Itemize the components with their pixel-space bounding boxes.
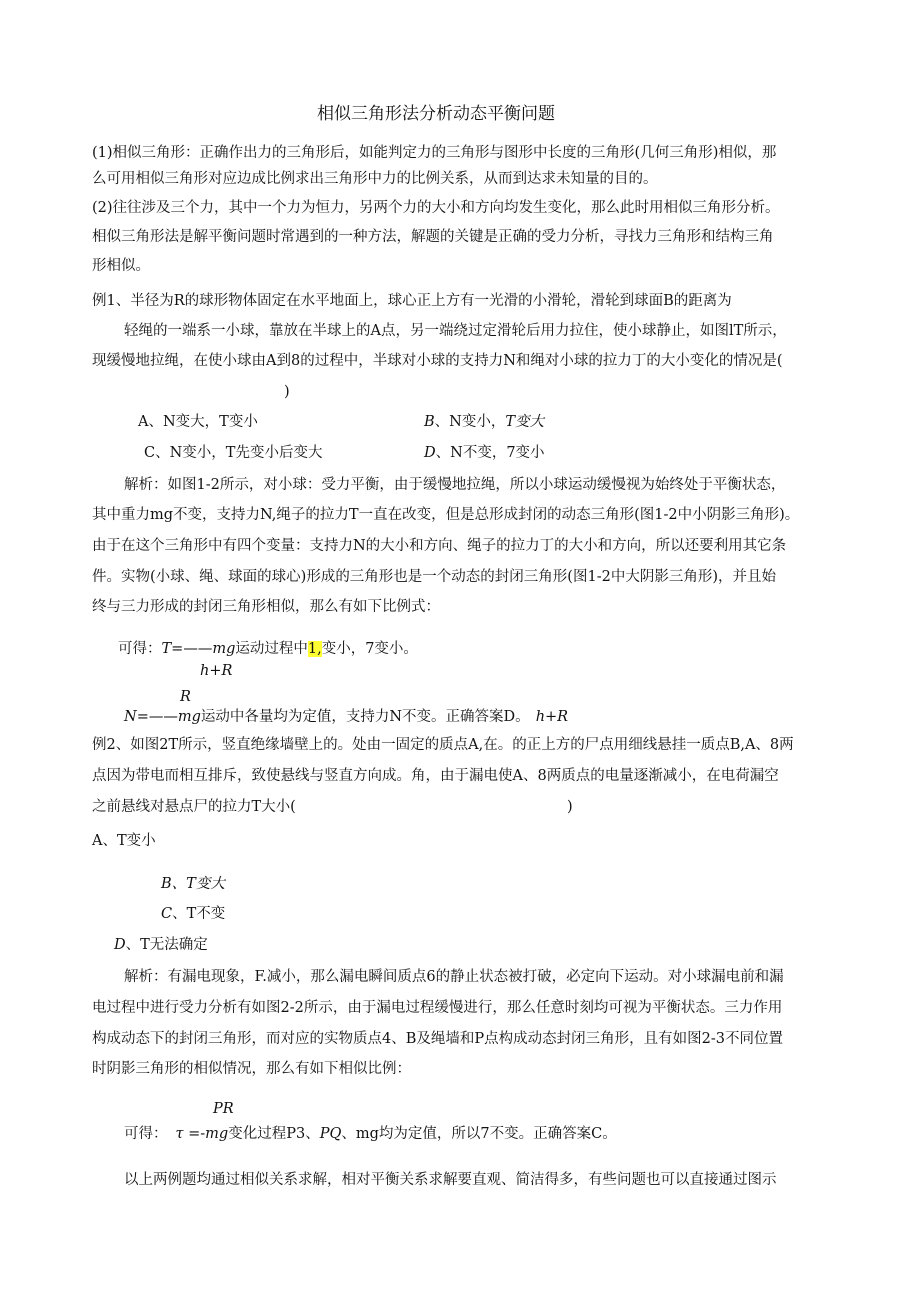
example2-option-c <box>161 907 225 922</box>
example2-analysis-line2: 电过程中进行受力分析有如图2-2所示，由于漏电过程缓慢进行，那么任意时刻均可视为平衡状态。三力作用 <box>92 1000 783 1016</box>
example2-formula-numerator: PR <box>213 1101 234 1117</box>
example1-option-b <box>424 415 544 430</box>
example2-option-a: A、T变小 <box>92 833 156 849</box>
example1-analysis-line2: 其中重力mg不变，支持力N,绳子的拉力T一直在改变，但是总形成封闭的动态三角形(图1-2中小阴影三角形)。 <box>92 507 800 523</box>
example1-line2: 轻绳的一端系一小球，靠放在半球上的A点，另一端绕过定滑轮后用力拉住，使小球静止，如图lT所示， <box>124 323 787 339</box>
formula-n-text: 运动中各量均为定值，支持力N不变。正确答案D。 <box>200 709 530 725</box>
option-b-letter: B <box>424 414 435 430</box>
example1-analysis-line5: 终与三力形成的封闭三角形相似，那么有如下比例式： <box>92 599 440 615</box>
formula-t-text-b: 变小，7变小。 <box>321 641 418 657</box>
example1-analysis-line4: 件。实物(小球、绳、球面的球心)形成的三角形也是一个动态的封闭三角形(图1-2中大阴影三角形)，并且始 <box>92 569 776 585</box>
intro-p2-line1: (2)往往涉及三个力，其中一个力为恒力，另两个力的大小和方向均发生变化，那么此时用相似三角形分析。 <box>92 200 780 216</box>
ex2-formula-lead: 可得： <box>124 1126 168 1142</box>
formula-t-highlight: 1, <box>307 641 322 657</box>
option-b-text: 、N变小， <box>434 414 506 430</box>
ex2-option-d-letter: D <box>114 937 126 953</box>
intro-p1-line1: (1)相似三角形：正确作出力的三角形后，如能判定力的三角形与图形中长度的三角形(几何三角形)相似，那 <box>92 145 777 161</box>
example2-option-b <box>161 877 225 892</box>
formula-t-lead: 可得： <box>118 641 162 657</box>
example1-option-a: A、N变大，T变小 <box>138 414 258 430</box>
ex2-formula-text-a: 变化过程P3、 <box>228 1126 320 1142</box>
example1-analysis-line1: 解析：如图1-2所示，对小球：受力平衡，由于缓慢地拉绳，所以小球运动缓慢视为始终处于平衡状态， <box>124 477 786 493</box>
example1-formula-n <box>124 710 568 725</box>
option-b-italic: T变大 <box>505 414 545 430</box>
example1-option-c: C、N变小，T先变小后变大 <box>144 445 323 461</box>
example2-line1: 例2、如图2T所示，竖直绝缘墙壁上的。处由一固定的质点A,在。的正上方的尸点用细线悬挂一质点B,A、8两 <box>92 737 794 753</box>
formula-n-tail: h+R <box>535 709 569 725</box>
example2-option-d <box>114 938 208 953</box>
ex2-option-c-text: 、T不变 <box>172 906 226 922</box>
example2-formula <box>124 1127 617 1142</box>
example2-analysis-line4: 时阴影三角形的相似情况，那么有如下相似比例： <box>92 1061 411 1077</box>
option-d-letter: D <box>424 445 436 461</box>
example1-formula-t <box>118 642 418 657</box>
ex2-option-b-text: 、T变大 <box>171 876 225 892</box>
example1-formula-n-numerator: R <box>180 689 191 705</box>
example2-line3-end: ) <box>567 799 573 815</box>
formula-n-expression: N=——mg <box>124 709 201 725</box>
ex2-option-b-letter: B <box>161 876 172 892</box>
ex2-formula-expression: τ =-mg <box>175 1126 229 1142</box>
intro-p3-line1: 相似三角形法是解平衡问题时常遇到的一种方法，解题的关键是正确的受力分析，寻找力三角形和结构三角 <box>92 229 774 245</box>
ex2-option-c-letter: C <box>161 906 173 922</box>
example1-line1: 例1、半径为R的球形物体固定在水平地面上，球心正上方有一光滑的小滑轮，滑轮到球面B的距离为 <box>92 293 732 309</box>
conclusion-line: 以上两例题均通过相似关系求解，相对平衡关系求解要直观、简洁得多，有些问题也可以直接通过图示 <box>124 1172 777 1188</box>
ex2-formula-text-b: 、mg均为定值，所以7不变。正确答案C。 <box>341 1126 617 1142</box>
example1-option-d <box>424 446 545 461</box>
formula-t-expression: T=——mg <box>161 641 236 657</box>
example2-line3: 之前悬线对悬点尸的拉力T大小( <box>92 799 296 815</box>
option-d-text: 、N不变，7变小 <box>435 445 545 461</box>
example2-analysis-line1: 解析：有漏电现象，F.减小，那么漏电瞬间质点6的静止状态被打破，必定向下运动。对小球漏电前和漏 <box>124 969 784 985</box>
formula-t-text-a: 运动过程中 <box>235 641 308 657</box>
example1-formula-t-denominator: h+R <box>200 663 233 679</box>
example1-line3: 现缓慢地拉绳，在使小球由A到8的过程中，半球对小球的支持力N和绳对小球的拉力丁的大小变化的情况是( <box>92 353 783 369</box>
intro-p3-line2: 形相似。 <box>92 258 150 274</box>
example1-analysis-line3: 由于在这个三角形中有四个变量：支持力N的大小和方向、绳子的拉力丁的大小和方向，所以还要利用其它条 <box>92 538 787 554</box>
ex2-option-d-text: 、T无法确定 <box>125 937 208 953</box>
example2-line2: 点因为带电而相互排斥，致使悬线与竖直方向成。角，由于漏电使A、8两质点的电量逐渐减小，在电荷漏空 <box>92 768 779 784</box>
page-title: 相似三角形法分析动态平衡问题 <box>317 104 555 124</box>
example2-analysis-line3: 构成动态下的封闭三角形，而对应的实物质点4、B及绳墙和P点构成动态封闭三角形，且有如图2-3不同位置 <box>92 1031 783 1047</box>
example1-line4: ) <box>284 384 290 400</box>
ex2-formula-pq: PQ <box>319 1126 342 1142</box>
intro-p1-line2: 么可用相似三角形对应边成比例求出三角形中力的比例关系，从而到达求未知量的目的。 <box>92 171 658 187</box>
